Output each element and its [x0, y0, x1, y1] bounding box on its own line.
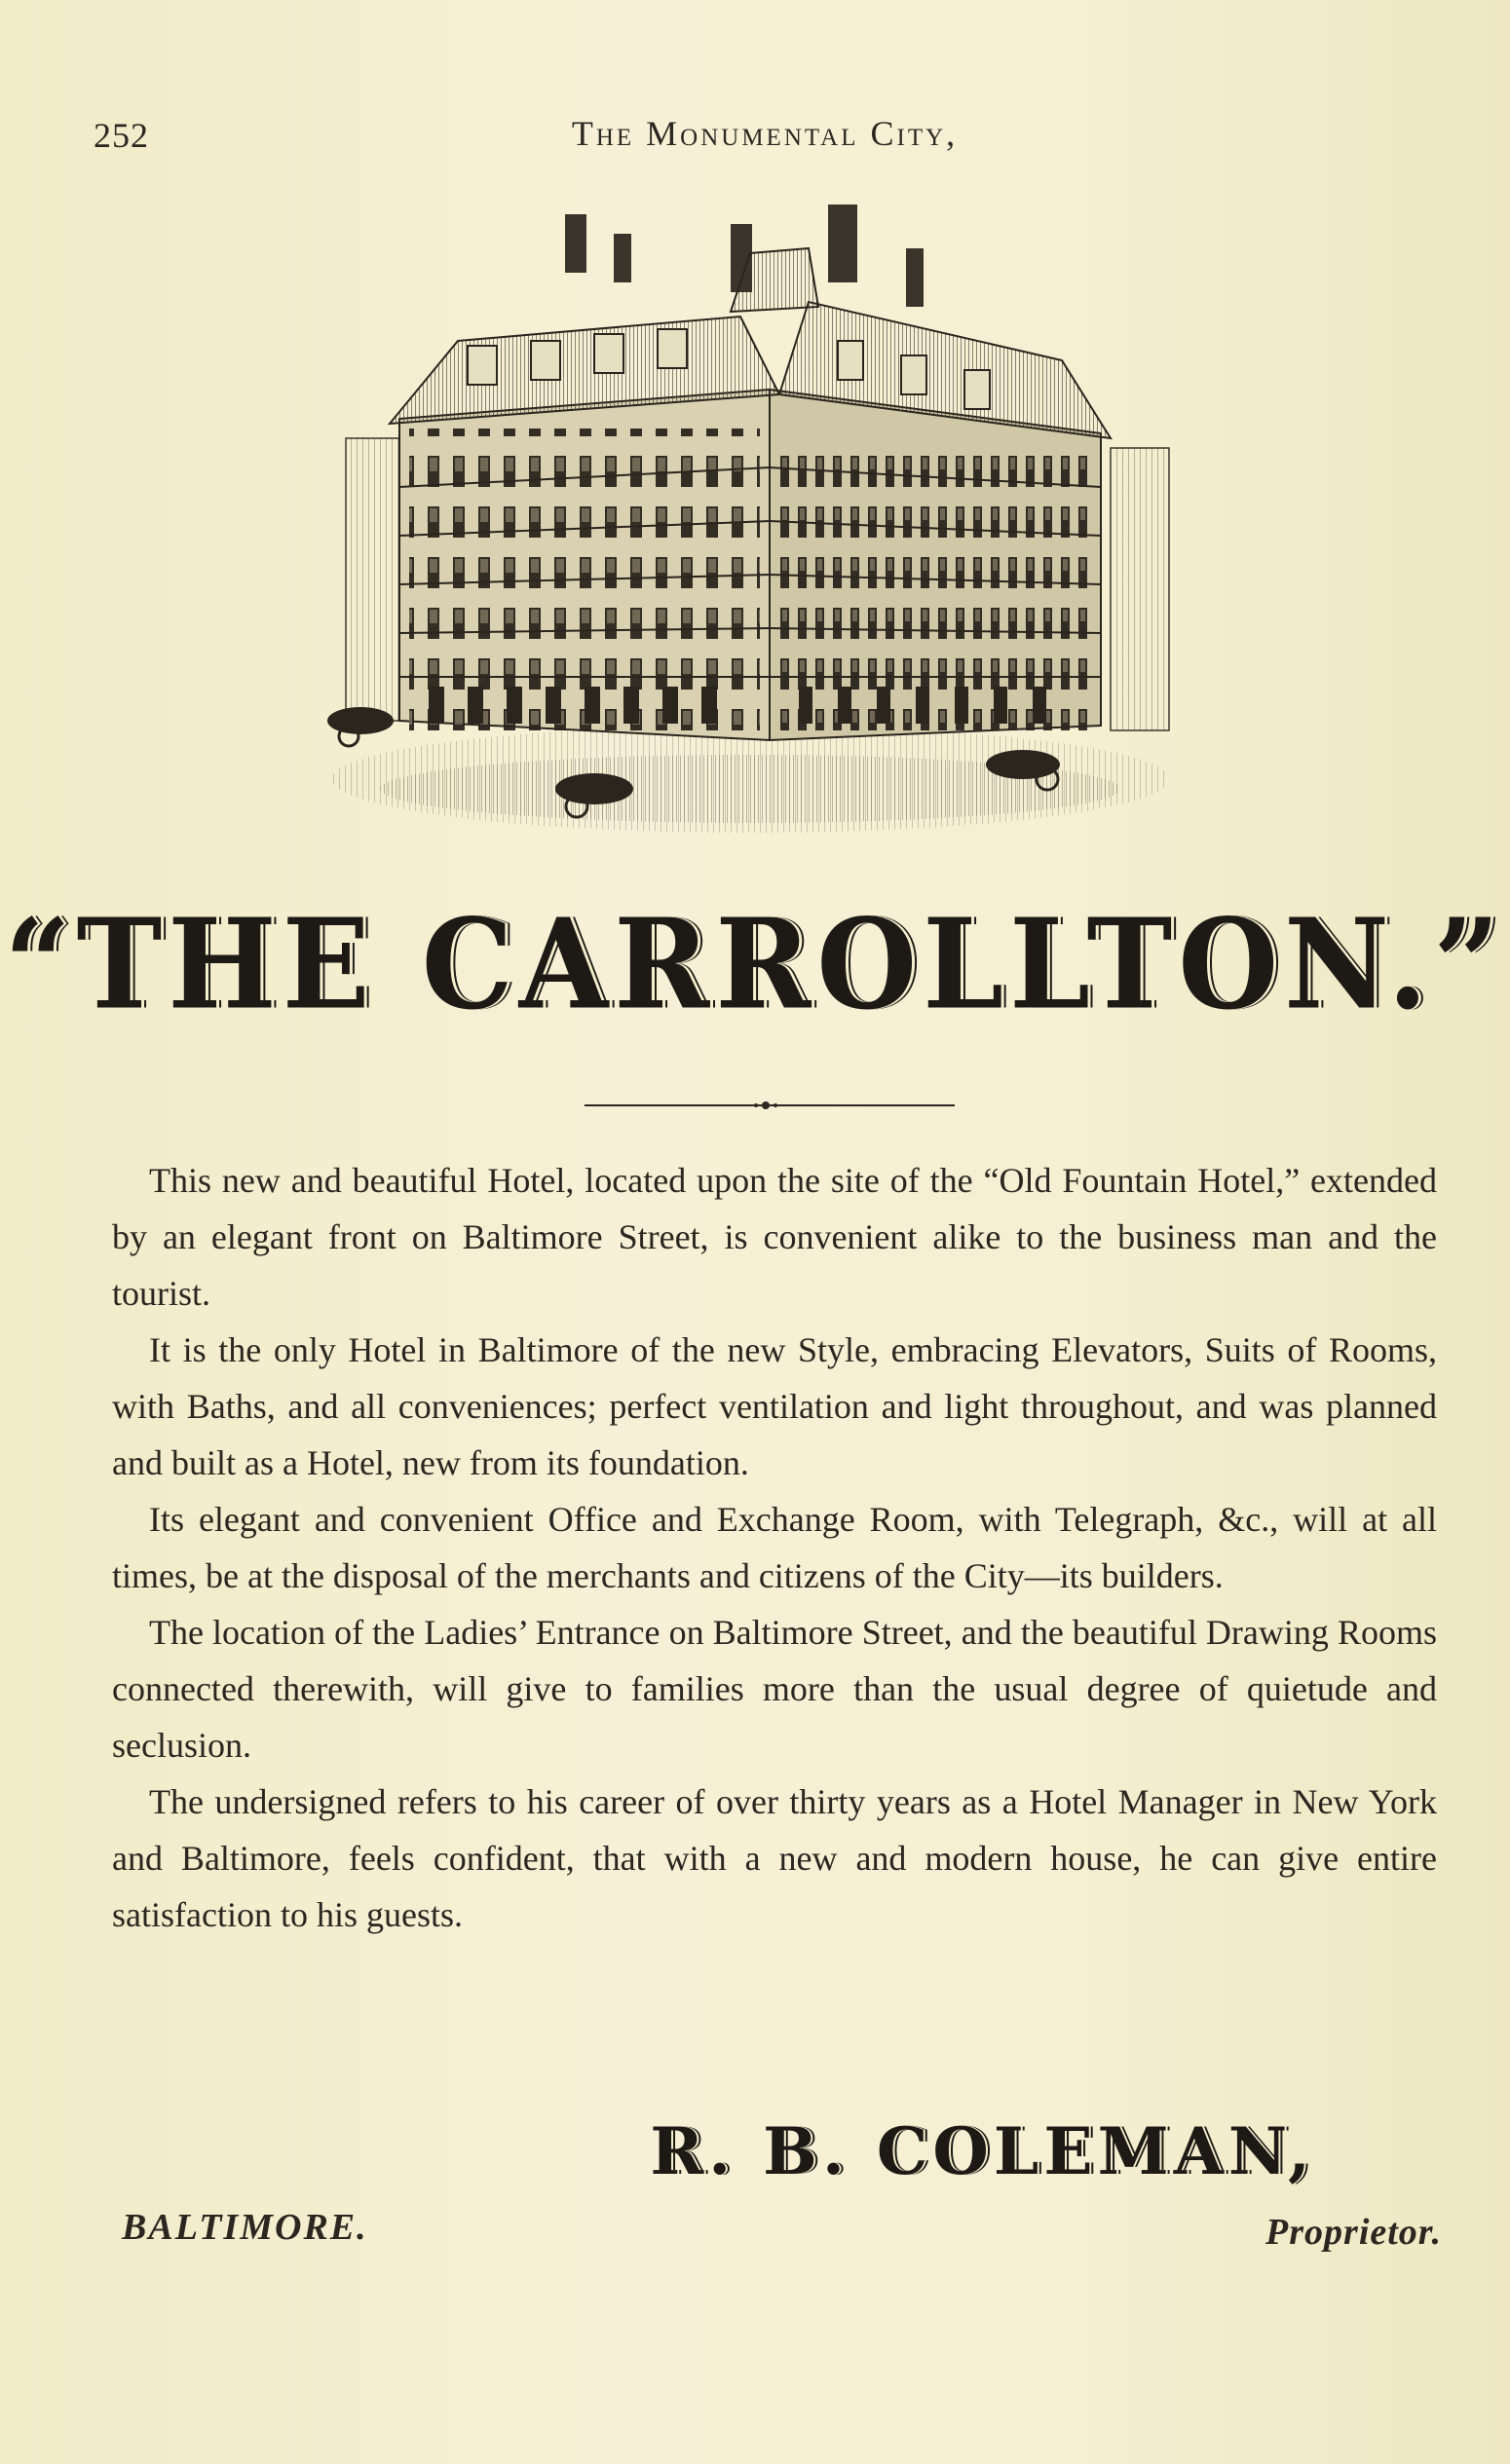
proprietor-role: Proprietor.	[1265, 2212, 1442, 2253]
running-head: The Monumental City,	[571, 114, 959, 153]
page-number: 252	[94, 116, 149, 155]
place-name: BALTIMORE.	[122, 2207, 368, 2248]
paragraph-ladies-entrance: The location of the Ladies’ Entrance on Baltimore Street, and the beautiful Drawing Rooms connected therewith, will give to families more than the usual degree of quietude and seclusion.	[112, 1613, 1437, 1765]
hotel-engraving-icon	[321, 195, 1198, 847]
advert-body	[112, 1152, 1437, 1943]
hotel-name-title: “THE CARROLLTON.”	[4, 890, 1506, 1037]
ornamental-rule	[585, 1096, 955, 1115]
proprietor-name: R. B. COLEMAN,	[650, 2113, 1315, 2189]
paragraph-amenities: It is the only Hotel in Baltimore of the new Style, embracing Elevators, Suits of Rooms, with Baths, and all conveniences; perfect ventilation and light throughout, and was planned and built as a Hotel, new from its foundation.	[112, 1330, 1437, 1482]
paragraph-location: This new and beautiful Hotel, located upon the site of the “Old Fountain Hotel,” extended by an elegant front on Baltimore Street, is convenient alike to the business man and the tourist.	[112, 1161, 1437, 1313]
paragraph-office: Its elegant and convenient Office and Exchange Room, with Telegraph, &c., will at all times, be at the disposal of the merchants and citizens of the City—its builders.	[112, 1500, 1437, 1595]
paragraph-proprietor-career: The undersigned refers to his career of over thirty years as a Hotel Manager in New York and Baltimore, feels confident, that with a new and modern house, he can give entire satisfaction to his guests.	[112, 1782, 1437, 1934]
